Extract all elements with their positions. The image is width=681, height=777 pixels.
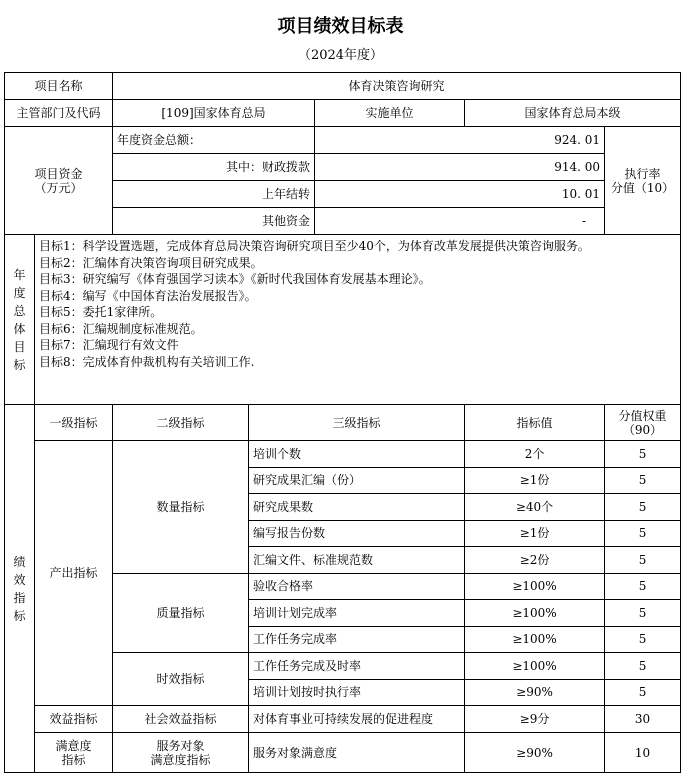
goal-item: 目标5：委托1家律所。 (39, 305, 163, 319)
indicator-name: 汇编文件、标准规范数 (249, 547, 465, 574)
indicator-value: 2个 (465, 441, 605, 468)
indicator-weight: 5 (605, 494, 681, 521)
indicator-value: ≥100% (465, 626, 605, 653)
indicator-weight: 5 (605, 441, 681, 468)
goal-item: 目标1：科学设置选题，完成体育总局决策咨询研究项目至少40个，为体育改革发展提供决策咨询服务。 (39, 239, 590, 253)
benefit-indicator-label: 效益指标 (35, 706, 113, 733)
indicator-weight: 5 (605, 547, 681, 574)
goal-item: 目标3：研究编写《体育强国学习读本》《新时代我国体育发展基本理论》。 (39, 272, 431, 286)
indicator-name: 研究成果汇编（份） (249, 467, 465, 494)
indicator-value: ≥100% (465, 573, 605, 600)
goal-item: 目标8：完成体育仲裁机构有关培训工作. (39, 354, 255, 369)
funds-fiscal-value: 914. 00 (315, 154, 605, 181)
funds-other-value: - (315, 208, 605, 235)
funds-label: 项目资金 （万元） (5, 127, 113, 235)
header-value: 指标值 (465, 405, 605, 441)
indicator-value: ≥2份 (465, 547, 605, 574)
project-name-label: 项目名称 (5, 73, 113, 100)
indicator-weight: 5 (605, 600, 681, 627)
indicator-name: 工作任务完成及时率 (249, 653, 465, 680)
indicator-weight: 5 (605, 520, 681, 547)
indicator-name: 工作任务完成率 (249, 626, 465, 653)
indicator-name: 编写报告份数 (249, 520, 465, 547)
social-benefit-label: 社会效益指标 (113, 706, 249, 733)
performance-table (4, 72, 681, 773)
indicator-name: 研究成果数 (249, 494, 465, 521)
execution-rate-label: 执行率 分值（10） (605, 127, 681, 235)
funds-carryover-value: 10. 01 (315, 181, 605, 208)
indicator-weight: 10 (605, 733, 681, 773)
funds-total-value: 924. 01 (315, 127, 605, 154)
indicator-weight: 30 (605, 706, 681, 733)
dept-value: [109]国家体育总局 (113, 100, 315, 127)
service-satisfaction-label: 服务对象 满意度指标 (113, 733, 249, 773)
indicator-name: 培训计划按时执行率 (249, 679, 465, 706)
goals-label: 年 度 总 体 目 标 (5, 235, 35, 405)
funds-total-label: 年度资金总额： (113, 127, 315, 154)
indicator-weight: 5 (605, 626, 681, 653)
header-weight: 分值权重 （90） (605, 405, 681, 441)
indicator-value: ≥100% (465, 600, 605, 627)
funds-fiscal-label: 其中：财政拨款 (113, 154, 315, 181)
dept-label: 主管部门及代码 (5, 100, 113, 127)
indicator-value: ≥90% (465, 733, 605, 773)
timeliness-indicator-label: 时效指标 (113, 653, 249, 706)
funds-carryover-label: 上年结转 (113, 181, 315, 208)
header-level1: 一级指标 (35, 405, 113, 441)
indicator-name: 对体育事业可持续发展的促进程度 (249, 706, 465, 733)
impl-value: 国家体育总局本级 (465, 100, 681, 127)
indicator-value: ≥9分 (465, 706, 605, 733)
perf-indicator-label: 绩 效 指 标 (5, 405, 35, 773)
indicator-value: ≥40个 (465, 494, 605, 521)
quantity-indicator-label: 数量指标 (113, 441, 249, 574)
indicator-value: ≥1份 (465, 520, 605, 547)
indicator-name: 验收合格率 (249, 573, 465, 600)
goal-item: 目标2：汇编体育决策咨询项目研究成果。 (39, 255, 263, 270)
goals-text (35, 235, 681, 405)
indicator-name: 服务对象满意度 (249, 733, 465, 773)
goal-item: 目标7：汇编现行有效文件 (39, 338, 179, 352)
indicator-weight: 5 (605, 467, 681, 494)
impl-label: 实施单位 (315, 100, 465, 127)
goal-item: 目标4：编写《中国体育法治发展报告》。 (39, 288, 257, 303)
quality-indicator-label: 质量指标 (113, 573, 249, 653)
indicator-name: 培训个数 (249, 441, 465, 468)
header-level2: 二级指标 (113, 405, 249, 441)
funds-other-label: 其他资金 (113, 208, 315, 235)
output-indicator-label: 产出指标 (35, 441, 113, 706)
indicator-value: ≥90% (465, 679, 605, 706)
page-title: 项目绩效目标表 (277, 16, 404, 37)
project-name-value: 体育决策咨询研究 (113, 73, 681, 100)
header-level3: 三级指标 (249, 405, 465, 441)
goal-item: 目标6：汇编规制度标准规范。 (39, 321, 203, 336)
indicator-weight: 5 (605, 653, 681, 680)
satisfaction-indicator-label: 满意度 指标 (35, 733, 113, 773)
indicator-name: 培训计划完成率 (249, 600, 465, 627)
indicator-weight: 5 (605, 679, 681, 706)
year-subtitle: （2024年度） (297, 48, 384, 63)
indicator-weight: 5 (605, 573, 681, 600)
indicator-value: ≥1份 (465, 467, 605, 494)
indicator-value: ≥100% (465, 653, 605, 680)
